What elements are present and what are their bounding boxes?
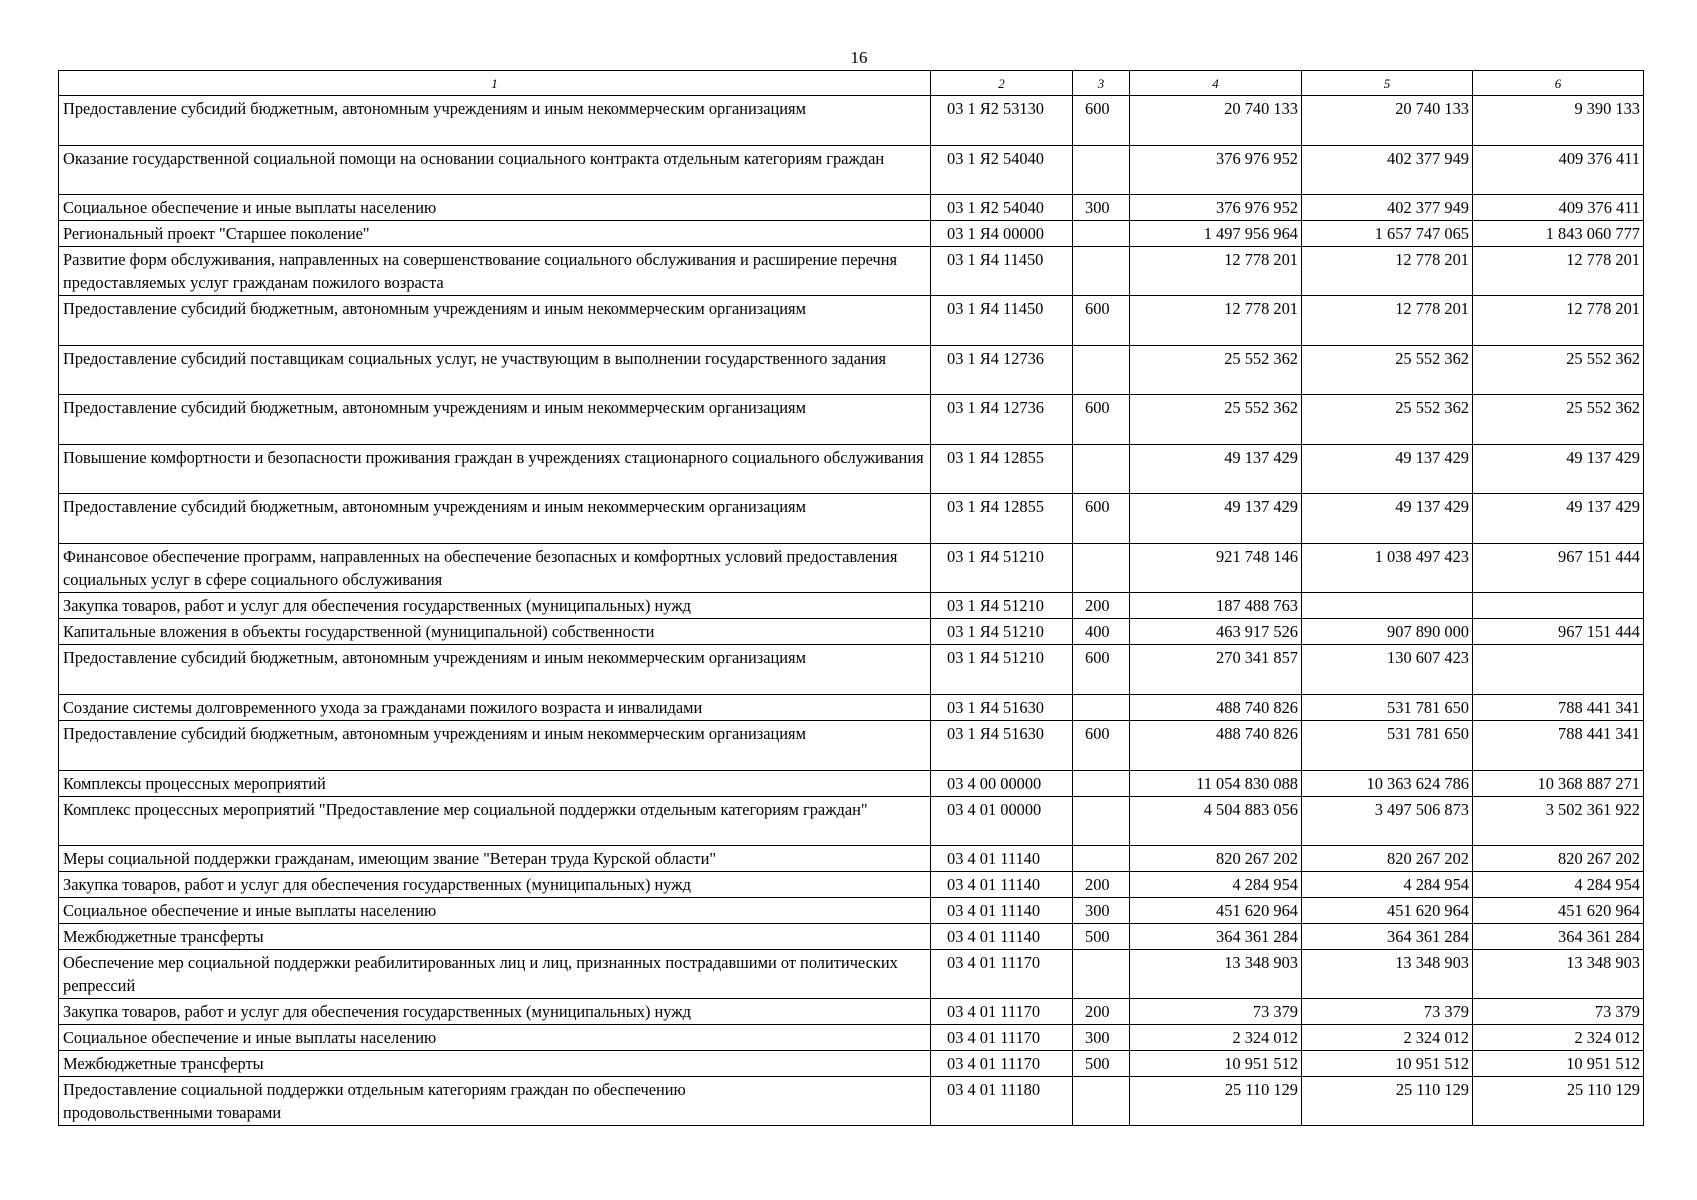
column-number: 5 bbox=[1302, 71, 1473, 96]
amount-year1-cell: 2 324 012 bbox=[1130, 1025, 1302, 1051]
item-name-cell: Предоставление субсидий бюджетным, автономным учреждениям и иным некоммерческим организациям bbox=[59, 494, 931, 544]
target-code-cell: 03 4 01 11170 bbox=[931, 999, 1073, 1025]
amount-year1-cell: 12 778 201 bbox=[1130, 247, 1302, 296]
budget-table bbox=[58, 70, 1644, 1126]
expense-type-cell bbox=[1073, 146, 1130, 195]
expense-type-cell: 600 bbox=[1073, 296, 1130, 346]
amount-year2-cell: 20 740 133 bbox=[1302, 96, 1473, 146]
expense-type-cell bbox=[1073, 695, 1130, 721]
amount-year2-cell: 49 137 429 bbox=[1302, 445, 1473, 494]
amount-year1-cell: 463 917 526 bbox=[1130, 619, 1302, 645]
target-code-cell: 03 1 Я4 11450 bbox=[931, 247, 1073, 296]
amount-year1-cell: 488 740 826 bbox=[1130, 695, 1302, 721]
expense-type-cell: 200 bbox=[1073, 593, 1130, 619]
expense-type-cell bbox=[1073, 771, 1130, 797]
column-number: 3 bbox=[1073, 71, 1130, 96]
amount-year2-cell: 25 110 129 bbox=[1302, 1077, 1473, 1126]
amount-year2-cell: 2 324 012 bbox=[1302, 1025, 1473, 1051]
page-number: 16 bbox=[850, 48, 868, 67]
amount-year1-cell: 25 552 362 bbox=[1130, 395, 1302, 445]
item-name-cell: Предоставление субсидий бюджетным, автономным учреждениям и иным некоммерческим организациям bbox=[59, 96, 931, 146]
amount-year2-cell: 13 348 903 bbox=[1302, 950, 1473, 999]
amount-year1-cell: 376 976 952 bbox=[1130, 146, 1302, 195]
item-name-cell: Предоставление субсидий бюджетным, автономным учреждениям и иным некоммерческим организациям bbox=[59, 645, 931, 695]
amount-year1-cell: 13 348 903 bbox=[1130, 950, 1302, 999]
expense-type-cell: 200 bbox=[1073, 999, 1130, 1025]
target-code-cell: 03 1 Я4 51210 bbox=[931, 544, 1073, 593]
target-code-cell: 03 1 Я4 51210 bbox=[931, 619, 1073, 645]
item-name-cell: Развитие форм обслуживания, направленных на совершенствование социального обслуживания и расширение перечня предоставляемых услуг гражданам пожилого возраста bbox=[59, 247, 931, 296]
amount-year3-cell: 788 441 341 bbox=[1473, 721, 1644, 771]
item-name-cell: Финансовое обеспечение программ, направленных на обеспечение безопасных и комфортных условий предоставления социальных услуг в сфере социального обслуживания bbox=[59, 544, 931, 593]
target-code-cell: 03 4 01 11140 bbox=[931, 924, 1073, 950]
table-row bbox=[59, 346, 1644, 395]
target-code-cell: 03 1 Я2 54040 bbox=[931, 146, 1073, 195]
expense-type-cell: 500 bbox=[1073, 1051, 1130, 1077]
amount-year2-cell: 12 778 201 bbox=[1302, 247, 1473, 296]
table-row bbox=[59, 146, 1644, 195]
amount-year3-cell: 820 267 202 bbox=[1473, 846, 1644, 872]
table-row bbox=[59, 950, 1644, 999]
table-row bbox=[59, 1051, 1644, 1077]
item-name-cell: Оказание государственной социальной помощи на основании социального контракта отдельным категориям граждан bbox=[59, 146, 931, 195]
amount-year2-cell: 1 657 747 065 bbox=[1302, 221, 1473, 247]
expense-type-cell: 300 bbox=[1073, 898, 1130, 924]
amount-year3-cell: 25 552 362 bbox=[1473, 395, 1644, 445]
amount-year3-cell: 10 368 887 271 bbox=[1473, 771, 1644, 797]
target-code-cell: 03 1 Я4 12855 bbox=[931, 445, 1073, 494]
amount-year3-cell: 1 843 060 777 bbox=[1473, 221, 1644, 247]
item-name-cell: Капитальные вложения в объекты государственной (муниципальной) собственности bbox=[59, 619, 931, 645]
amount-year2-cell bbox=[1302, 593, 1473, 619]
expense-type-cell: 400 bbox=[1073, 619, 1130, 645]
table-row bbox=[59, 96, 1644, 146]
amount-year1-cell: 73 379 bbox=[1130, 999, 1302, 1025]
item-name-cell: Предоставление субсидий бюджетным, автономным учреждениям и иным некоммерческим организациям bbox=[59, 296, 931, 346]
item-name-cell: Предоставление социальной поддержки отдельным категориям граждан по обеспечению продовольственными товарами bbox=[59, 1077, 931, 1126]
amount-year3-cell: 49 137 429 bbox=[1473, 494, 1644, 544]
expense-type-cell bbox=[1073, 346, 1130, 395]
target-code-cell: 03 1 Я2 53130 bbox=[931, 96, 1073, 146]
amount-year2-cell: 402 377 949 bbox=[1302, 195, 1473, 221]
table-row bbox=[59, 221, 1644, 247]
expense-type-cell bbox=[1073, 445, 1130, 494]
amount-year2-cell: 12 778 201 bbox=[1302, 296, 1473, 346]
amount-year2-cell: 10 951 512 bbox=[1302, 1051, 1473, 1077]
table-row bbox=[59, 872, 1644, 898]
amount-year1-cell: 4 504 883 056 bbox=[1130, 797, 1302, 846]
target-code-cell: 03 4 01 11140 bbox=[931, 872, 1073, 898]
item-name-cell: Повышение комфортности и безопасности проживания граждан в учреждениях стационарного социального обслуживания bbox=[59, 445, 931, 494]
table-row bbox=[59, 645, 1644, 695]
expense-type-cell: 600 bbox=[1073, 96, 1130, 146]
target-code-cell: 03 4 01 11140 bbox=[931, 846, 1073, 872]
amount-year3-cell: 4 284 954 bbox=[1473, 872, 1644, 898]
amount-year1-cell: 10 951 512 bbox=[1130, 1051, 1302, 1077]
amount-year3-cell: 73 379 bbox=[1473, 999, 1644, 1025]
column-number: 1 bbox=[59, 71, 931, 96]
target-code-cell: 03 1 Я2 54040 bbox=[931, 195, 1073, 221]
amount-year3-cell: 49 137 429 bbox=[1473, 445, 1644, 494]
item-name-cell: Обеспечение мер социальной поддержки реабилитированных лиц и лиц, признанных пострадавшими от политических репрессий bbox=[59, 950, 931, 999]
target-code-cell: 03 4 01 11140 bbox=[931, 898, 1073, 924]
amount-year2-cell: 49 137 429 bbox=[1302, 494, 1473, 544]
expense-type-cell: 500 bbox=[1073, 924, 1130, 950]
expense-type-cell bbox=[1073, 950, 1130, 999]
table-row bbox=[59, 544, 1644, 593]
table-row bbox=[59, 1077, 1644, 1126]
amount-year3-cell: 10 951 512 bbox=[1473, 1051, 1644, 1077]
amount-year1-cell: 820 267 202 bbox=[1130, 846, 1302, 872]
expense-type-cell bbox=[1073, 544, 1130, 593]
amount-year2-cell: 402 377 949 bbox=[1302, 146, 1473, 195]
expense-type-cell: 200 bbox=[1073, 872, 1130, 898]
amount-year1-cell: 25 552 362 bbox=[1130, 346, 1302, 395]
amount-year3-cell: 9 390 133 bbox=[1473, 96, 1644, 146]
target-code-cell: 03 1 Я4 51630 bbox=[931, 721, 1073, 771]
table-row bbox=[59, 846, 1644, 872]
column-number-row bbox=[59, 71, 1644, 96]
target-code-cell: 03 4 01 11170 bbox=[931, 1025, 1073, 1051]
amount-year1-cell: 20 740 133 bbox=[1130, 96, 1302, 146]
target-code-cell: 03 4 01 11170 bbox=[931, 1051, 1073, 1077]
amount-year3-cell: 409 376 411 bbox=[1473, 195, 1644, 221]
target-code-cell: 03 1 Я4 00000 bbox=[931, 221, 1073, 247]
amount-year2-cell: 3 497 506 873 bbox=[1302, 797, 1473, 846]
column-number: 6 bbox=[1473, 71, 1644, 96]
target-code-cell: 03 4 01 00000 bbox=[931, 797, 1073, 846]
item-name-cell: Социальное обеспечение и иные выплаты населению bbox=[59, 195, 931, 221]
expense-type-cell bbox=[1073, 846, 1130, 872]
expense-type-cell bbox=[1073, 221, 1130, 247]
target-code-cell: 03 1 Я4 11450 bbox=[931, 296, 1073, 346]
amount-year3-cell: 409 376 411 bbox=[1473, 146, 1644, 195]
amount-year3-cell: 2 324 012 bbox=[1473, 1025, 1644, 1051]
amount-year1-cell: 488 740 826 bbox=[1130, 721, 1302, 771]
amount-year1-cell: 49 137 429 bbox=[1130, 494, 1302, 544]
item-name-cell: Межбюджетные трансферты bbox=[59, 1051, 931, 1077]
amount-year2-cell: 4 284 954 bbox=[1302, 872, 1473, 898]
amount-year2-cell: 130 607 423 bbox=[1302, 645, 1473, 695]
item-name-cell: Закупка товаров, работ и услуг для обеспечения государственных (муниципальных) нужд bbox=[59, 872, 931, 898]
expense-type-cell: 600 bbox=[1073, 494, 1130, 544]
column-number: 2 bbox=[931, 71, 1073, 96]
target-code-cell: 03 1 Я4 51210 bbox=[931, 645, 1073, 695]
amount-year3-cell: 788 441 341 bbox=[1473, 695, 1644, 721]
amount-year3-cell: 364 361 284 bbox=[1473, 924, 1644, 950]
item-name-cell: Региональный проект "Старшее поколение" bbox=[59, 221, 931, 247]
amount-year2-cell: 531 781 650 bbox=[1302, 721, 1473, 771]
item-name-cell: Предоставление субсидий бюджетным, автономным учреждениям и иным некоммерческим организациям bbox=[59, 395, 931, 445]
amount-year2-cell: 10 363 624 786 bbox=[1302, 771, 1473, 797]
item-name-cell: Меры социальной поддержки гражданам, имеющим звание "Ветеран труда Курской области" bbox=[59, 846, 931, 872]
amount-year1-cell: 376 976 952 bbox=[1130, 195, 1302, 221]
table-row bbox=[59, 445, 1644, 494]
amount-year1-cell: 25 110 129 bbox=[1130, 1077, 1302, 1126]
amount-year3-cell: 967 151 444 bbox=[1473, 619, 1644, 645]
expense-type-cell bbox=[1073, 247, 1130, 296]
table-row bbox=[59, 898, 1644, 924]
amount-year2-cell: 531 781 650 bbox=[1302, 695, 1473, 721]
amount-year3-cell: 12 778 201 bbox=[1473, 296, 1644, 346]
amount-year3-cell bbox=[1473, 593, 1644, 619]
amount-year1-cell: 1 497 956 964 bbox=[1130, 221, 1302, 247]
amount-year3-cell: 3 502 361 922 bbox=[1473, 797, 1644, 846]
amount-year1-cell: 921 748 146 bbox=[1130, 544, 1302, 593]
table-row bbox=[59, 1025, 1644, 1051]
amount-year2-cell: 25 552 362 bbox=[1302, 395, 1473, 445]
item-name-cell: Предоставление субсидий бюджетным, автономным учреждениям и иным некоммерческим организациям bbox=[59, 721, 931, 771]
amount-year3-cell: 12 778 201 bbox=[1473, 247, 1644, 296]
target-code-cell: 03 1 Я4 12855 bbox=[931, 494, 1073, 544]
table-row bbox=[59, 924, 1644, 950]
amount-year1-cell: 12 778 201 bbox=[1130, 296, 1302, 346]
item-name-cell: Межбюджетные трансферты bbox=[59, 924, 931, 950]
amount-year2-cell: 364 361 284 bbox=[1302, 924, 1473, 950]
table-row bbox=[59, 721, 1644, 771]
amount-year3-cell: 451 620 964 bbox=[1473, 898, 1644, 924]
expense-type-cell bbox=[1073, 797, 1130, 846]
item-name-cell: Комплекс процессных мероприятий "Предоставление мер социальной поддержки отдельным категориям граждан" bbox=[59, 797, 931, 846]
target-code-cell: 03 1 Я4 51630 bbox=[931, 695, 1073, 721]
table-row bbox=[59, 395, 1644, 445]
target-code-cell: 03 1 Я4 12736 bbox=[931, 346, 1073, 395]
expense-type-cell: 600 bbox=[1073, 645, 1130, 695]
column-number: 4 bbox=[1130, 71, 1302, 96]
table-row bbox=[59, 695, 1644, 721]
item-name-cell: Предоставление субсидий поставщикам социальных услуг, не участвующим в выполнении государственного задания bbox=[59, 346, 931, 395]
amount-year2-cell: 1 038 497 423 bbox=[1302, 544, 1473, 593]
item-name-cell: Создание системы долговременного ухода за гражданами пожилого возраста и инвалидами bbox=[59, 695, 931, 721]
amount-year1-cell: 11 054 830 088 bbox=[1130, 771, 1302, 797]
table-row bbox=[59, 593, 1644, 619]
table-row bbox=[59, 797, 1644, 846]
amount-year1-cell: 364 361 284 bbox=[1130, 924, 1302, 950]
expense-type-cell: 300 bbox=[1073, 195, 1130, 221]
target-code-cell: 03 4 01 11170 bbox=[931, 950, 1073, 999]
target-code-cell: 03 4 01 11180 bbox=[931, 1077, 1073, 1126]
target-code-cell: 03 4 00 00000 bbox=[931, 771, 1073, 797]
amount-year3-cell: 967 151 444 bbox=[1473, 544, 1644, 593]
target-code-cell: 03 1 Я4 12736 bbox=[931, 395, 1073, 445]
item-name-cell: Социальное обеспечение и иные выплаты населению bbox=[59, 1025, 931, 1051]
amount-year2-cell: 907 890 000 bbox=[1302, 619, 1473, 645]
amount-year2-cell: 73 379 bbox=[1302, 999, 1473, 1025]
amount-year1-cell: 270 341 857 bbox=[1130, 645, 1302, 695]
item-name-cell: Закупка товаров, работ и услуг для обеспечения государственных (муниципальных) нужд bbox=[59, 999, 931, 1025]
table-row bbox=[59, 296, 1644, 346]
item-name-cell: Закупка товаров, работ и услуг для обеспечения государственных (муниципальных) нужд bbox=[59, 593, 931, 619]
amount-year1-cell: 187 488 763 bbox=[1130, 593, 1302, 619]
expense-type-cell bbox=[1073, 1077, 1130, 1126]
table-row bbox=[59, 619, 1644, 645]
expense-type-cell: 300 bbox=[1073, 1025, 1130, 1051]
amount-year2-cell: 25 552 362 bbox=[1302, 346, 1473, 395]
amount-year3-cell: 13 348 903 bbox=[1473, 950, 1644, 999]
target-code-cell: 03 1 Я4 51210 bbox=[931, 593, 1073, 619]
table-row bbox=[59, 494, 1644, 544]
table-row bbox=[59, 247, 1644, 296]
amount-year3-cell bbox=[1473, 645, 1644, 695]
item-name-cell: Комплексы процессных мероприятий bbox=[59, 771, 931, 797]
table-row bbox=[59, 195, 1644, 221]
amount-year3-cell: 25 552 362 bbox=[1473, 346, 1644, 395]
expense-type-cell: 600 bbox=[1073, 395, 1130, 445]
amount-year1-cell: 4 284 954 bbox=[1130, 872, 1302, 898]
table-row bbox=[59, 771, 1644, 797]
amount-year1-cell: 49 137 429 bbox=[1130, 445, 1302, 494]
amount-year3-cell: 25 110 129 bbox=[1473, 1077, 1644, 1126]
amount-year2-cell: 451 620 964 bbox=[1302, 898, 1473, 924]
amount-year1-cell: 451 620 964 bbox=[1130, 898, 1302, 924]
expense-type-cell: 600 bbox=[1073, 721, 1130, 771]
amount-year2-cell: 820 267 202 bbox=[1302, 846, 1473, 872]
table-row bbox=[59, 999, 1644, 1025]
item-name-cell: Социальное обеспечение и иные выплаты населению bbox=[59, 898, 931, 924]
